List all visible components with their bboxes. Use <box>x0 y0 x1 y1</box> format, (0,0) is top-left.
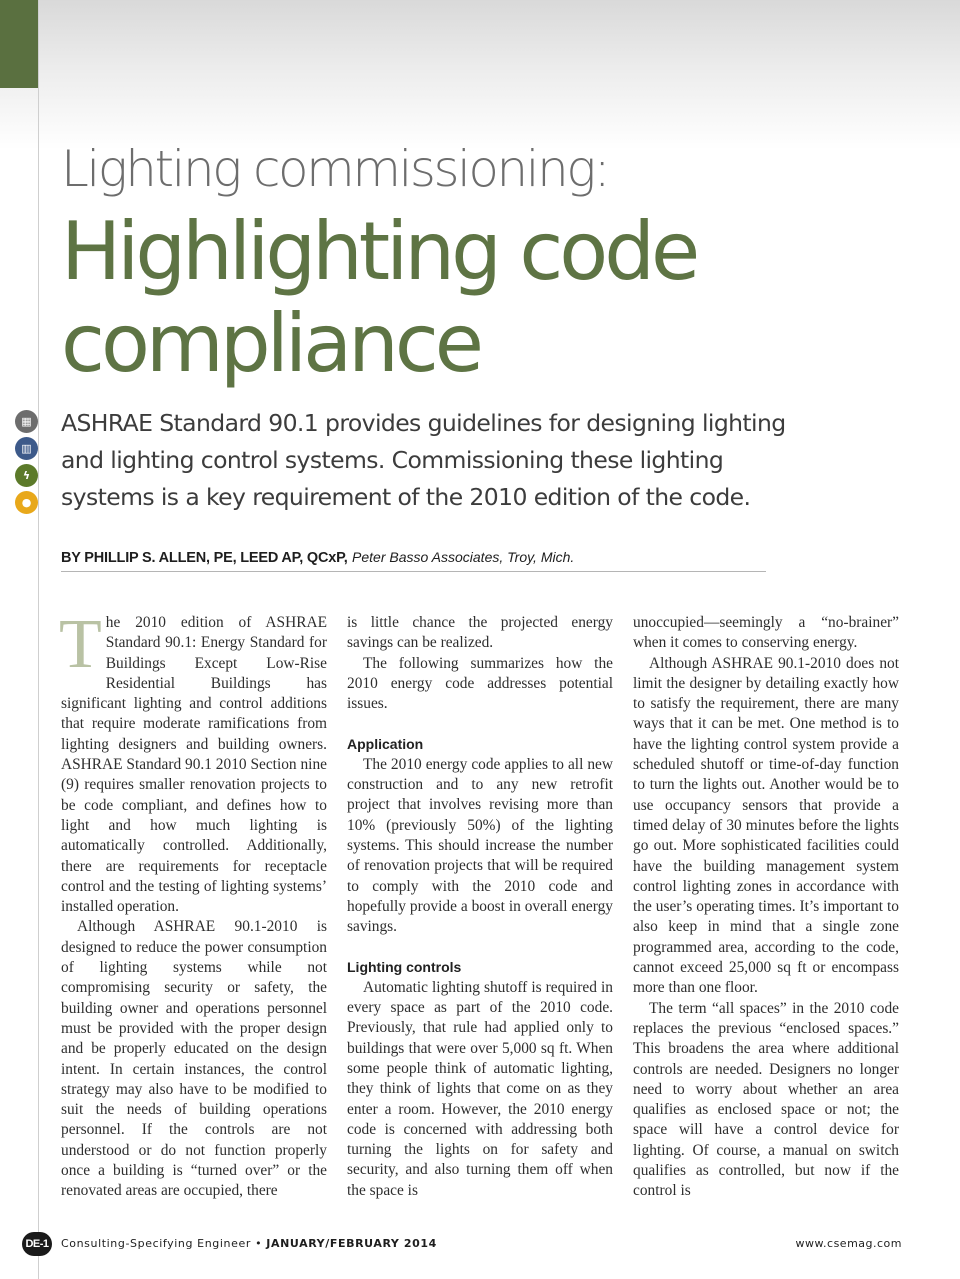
publication-name: Consulting-Specifying Engineer <box>61 1237 251 1250</box>
article-kicker: Lighting commissioning: <box>61 140 609 198</box>
article-headline: Highlighting code compliance <box>61 205 697 390</box>
page-footer <box>0 1228 960 1260</box>
margin-rule <box>38 0 39 1279</box>
byline-affiliation: Peter Basso Associates, Troy, Mich. <box>352 549 575 565</box>
topic-icons <box>15 410 39 518</box>
lightning-bolt-icon[interactable]: ϟ <box>15 464 38 487</box>
footer-publication-line <box>61 1237 437 1250</box>
byline <box>61 549 766 572</box>
paragraph: Although ASHRAE 90.1-2010 does not limit the designer by detailing exactly how to satisfy the requirement, there are many ways that it can be met. One method is to have the lighting control system provide a scheduled shutoff or time-of-day function to turn the lights out. Another would be to use occupancy sensors that provide a timed delay of 30 minutes before the lights go out. More sophisticated facilities could have the building management system control lighting zones in accordance with the user’s operating times. It’s important to also keep in mind that a single zone programmed area, according to the code, cannot exceed 25,000 sq ft or encompass more than one floor. <box>633 654 899 997</box>
byline-author: BY PHILLIP S. ALLEN, PE, LEED AP, QCxP, <box>61 550 348 566</box>
page-folio: DE-1 <box>22 1232 52 1256</box>
body-column-2 <box>347 613 613 1201</box>
section-color-tab <box>0 0 38 88</box>
paragraph-intro <box>59 606 327 917</box>
building-icon[interactable]: ▥ <box>15 437 38 460</box>
paragraph: The following summarizes how the 2010 energy code addresses potential issues. <box>347 654 613 713</box>
paragraph: The 2010 energy code applies to all new construction and to any new retrofit project that involves revising more than 10% (previously 50%) of the lighting systems. This should increase the number of renovation projects that will be required to comply with the 2010 code and hopefully provide a boost in overall energy savings. <box>347 755 613 936</box>
paragraph: The term “all spaces” in the 2010 code replaces the previous “enclosed spaces.” This broadens the area where additional controls are needed. Designers no longer need to worry about whether an area qualifies as enclosed space or not; the space will have a control device for lighting. Of course, a manual on switch qualifies as controlled, but now if the control is <box>633 999 899 1200</box>
paragraph: unoccupied—seemingly a “no-brainer” when it comes to conserving energy. <box>633 614 899 652</box>
subhead-lighting-controls: Lighting controls <box>347 959 462 976</box>
paragraph-intro-text: he 2010 edition of ASHRAE Standard 90.1: Energy Standard for Buildings Except Low-Rise Residential Buildings has significant lighting and control additions that require moderate ramifications from lighting designers and building owners. ASHRAE Standard 90.1 2010 Section nine (9) requires smaller renovation projects to be code compliant, and defines how to light and how much lighting is automatically controlled. Additionally, there are requirements for receptacle control and the testing of lighting systems’ installed operation. <box>61 614 327 916</box>
issue-date: JANUARY/FEBRUARY 2014 <box>266 1237 437 1250</box>
calculator-icon[interactable]: ▦ <box>15 410 38 433</box>
paragraph: Although ASHRAE 90.1-2010 is designed to reduce the power consumption of lighting systems while not compromising security or safety, the building owner and operations personnel must be provided with the proper design and be properly educated on the design intent. In certain instances, the control strategy may also have to be modified to suit the needs of building operations personnel. If the controls are not understood or do not function properly once a building is “turned over” or the renovated areas are occupied, there <box>61 918 327 1200</box>
subhead-application: Application <box>347 736 424 753</box>
paragraph: is little chance the projected energy savings can be realized. <box>347 614 613 652</box>
body-column-1 <box>59 606 327 1202</box>
body-column-3 <box>633 613 899 1202</box>
article-deck: ASHRAE Standard 90.1 provides guidelines for designing lighting and lighting control systems. Commissioning these lighting systems is a key requirement of the 2010 edition of the code. <box>61 409 786 511</box>
header-gradient <box>0 0 960 150</box>
website-link[interactable]: www.csemag.com <box>795 1237 902 1250</box>
lightbulb-icon[interactable]: ● <box>15 491 38 514</box>
footer-separator: • <box>255 1237 263 1250</box>
drop-cap: T <box>59 606 102 683</box>
paragraph: Automatic lighting shutoff is required in every space as part of the 2010 code. Previously, that rule had applied only to buildings that were over 5,000 sq ft. When some people think of automatic lighting, they think of lights that come on as they enter a room. However, the 2010 energy code is concerned with addressing both turning the lights on for safety and security, and also turning them off when the space is <box>347 978 613 1199</box>
